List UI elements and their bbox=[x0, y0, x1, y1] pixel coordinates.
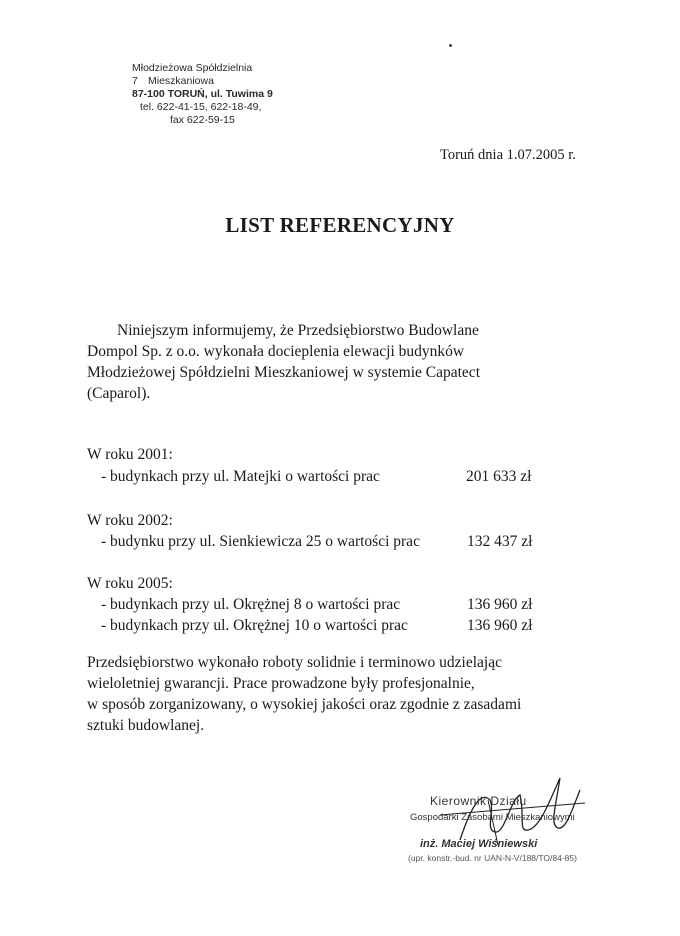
year-2001-label: W roku 2001: bbox=[87, 446, 173, 463]
signature-department: Gospodarki Zasobami Mieszkaniowymi bbox=[410, 812, 575, 823]
signature-role: Kierownik Działu bbox=[430, 794, 527, 808]
stamp-line-address: 87-100 TORUŃ, ul. Tuwima 9 bbox=[132, 88, 273, 100]
document-title: LIST REFERENCYJNY bbox=[225, 213, 455, 237]
handwritten-signature bbox=[400, 770, 600, 870]
closing-paragraph bbox=[87, 652, 607, 736]
item-amount: 136 960 zł bbox=[467, 596, 533, 613]
stamp-line-fax: fax 622-59-15 bbox=[170, 114, 235, 126]
closing-line: sztuki budowlanej. bbox=[87, 717, 205, 734]
list-item: - budynkach przy ul. Okrężnej 8 o wartości prac bbox=[101, 596, 401, 613]
item-amount: 136 960 zł bbox=[467, 617, 533, 634]
item-amount: 132 437 zł bbox=[467, 533, 533, 550]
intro-line: (Caparol). bbox=[87, 385, 151, 402]
closing-line: wieloletniej gwarancji. Prace prowadzone były profesjonalnie, bbox=[87, 675, 475, 692]
stamp-line-name: Młodzieżowa Spółdzielnia bbox=[132, 62, 253, 74]
cooperative-header-stamp bbox=[118, 62, 273, 127]
stamp-line-type-text: Mieszkaniowa bbox=[148, 75, 214, 87]
list-item: - budynkach przy ul. Matejki o wartości prac bbox=[101, 468, 380, 485]
stamp-line-type bbox=[118, 75, 273, 88]
item-amount: 201 633 zł bbox=[466, 468, 532, 485]
year-2002-label: W roku 2002: bbox=[87, 512, 173, 529]
signature-license: (upr. konstr.-bud. nr UAN-N-V/188/TO/84-85) bbox=[408, 853, 577, 863]
year-2005-label: W roku 2005: bbox=[87, 575, 173, 592]
intro-line: Młodzieżowej Spółdzielni Mieszkaniowej w systemie Capatect bbox=[87, 364, 480, 381]
list-item: - budynkach przy ul. Okrężnej 10 o wartości prac bbox=[101, 617, 408, 634]
letter-date: Toruń dnia 1.07.2005 r. bbox=[440, 147, 576, 163]
stamp-number: 7 bbox=[132, 75, 138, 87]
intro-paragraph bbox=[87, 320, 607, 404]
stamp-line-phone: tel. 622-41-15, 622-18-49, bbox=[140, 101, 262, 113]
speck-mark bbox=[449, 44, 452, 47]
list-item: - budynku przy ul. Sienkiewicza 25 o wartości prac bbox=[101, 533, 420, 550]
signature-name: inż. Maciej Wiśniewski bbox=[420, 838, 538, 850]
closing-line: Przedsiębiorstwo wykonało roboty solidnie i terminowo udzielając bbox=[87, 654, 502, 671]
closing-line: w sposób zorganizowany, o wysokiej jakości oraz zgodnie z zasadami bbox=[87, 696, 522, 713]
intro-line: Niniejszym informujemy, że Przedsiębiorstwo Budowlane bbox=[117, 322, 479, 339]
intro-line: Dompol Sp. z o.o. wykonała docieplenia elewacji budynków bbox=[87, 343, 465, 360]
